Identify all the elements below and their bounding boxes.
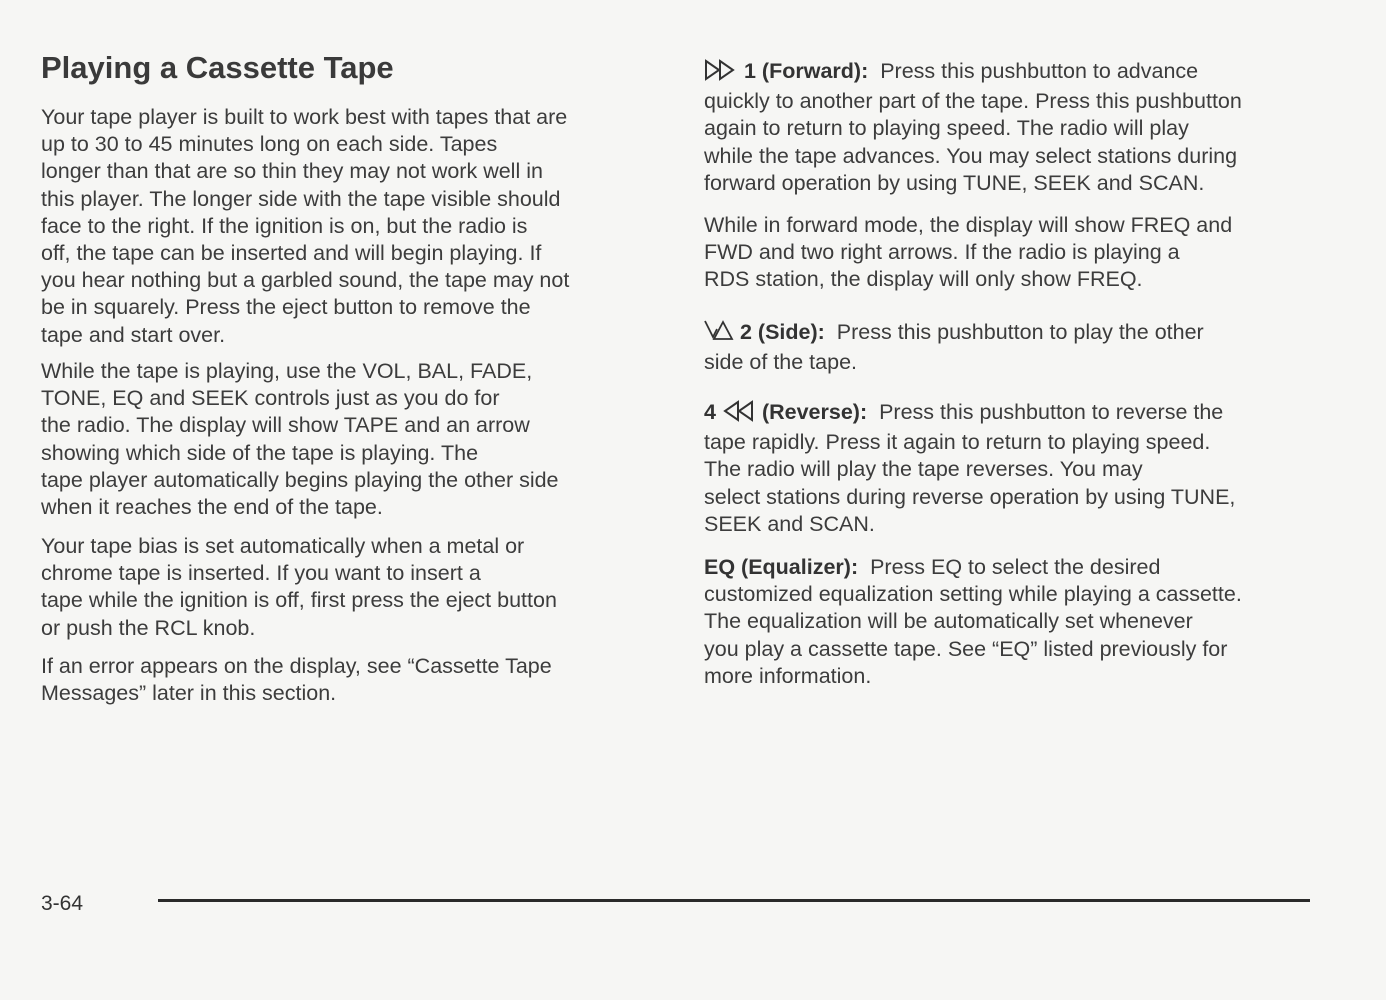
side-section — [704, 318, 1204, 376]
footer-divider — [158, 899, 1310, 902]
paragraph-line: RDS station, the display will only show FREQ. — [704, 267, 1143, 292]
paragraph-line: While the tape is playing, use the VOL, BAL, FADE, — [41, 359, 533, 383]
paragraph-line: Messages” later in this section. — [41, 681, 337, 706]
paragraph-line: tape and start over. — [41, 322, 226, 347]
eq-section — [704, 554, 1242, 690]
paragraph-line: you play a cassette tape. See “EQ” listed previously for — [704, 636, 1228, 661]
paragraph-line: If an error appears on the display, see “Cassette Tape — [41, 654, 552, 678]
paragraph-line: FWD and two right arrows. If the radio is playing a — [704, 240, 1180, 265]
paragraph-error — [41, 653, 552, 707]
tape-side-icon — [704, 318, 734, 349]
reverse-label: (Reverse): — [761, 400, 868, 424]
paragraph-line: showing which side of the tape is playing. The — [41, 440, 479, 465]
paragraph-line: quickly to another part of the tape. Press this pushbutton — [704, 89, 1242, 114]
reverse-number: 4 — [704, 400, 716, 424]
eq-first-line — [704, 554, 1242, 581]
paragraph-line: when it reaches the end of the tape. — [41, 495, 383, 520]
paragraph-line: tape rapidly. Press it again to return to playing speed. — [704, 430, 1211, 455]
paragraph-line: this player. The longer side with the tape visible should — [41, 186, 561, 211]
paragraph-line: face to the right. If the ignition is on, but the radio is — [41, 213, 528, 238]
forward-label: 1 (Forward): — [744, 59, 869, 83]
side-text: Press this pushbutton to play the other — [836, 320, 1204, 344]
forward-first-line — [704, 58, 1242, 88]
paragraph-line: chrome tape is inserted. If you want to insert a — [41, 561, 481, 586]
reverse-text: Press this pushbutton to reverse the — [879, 400, 1224, 424]
paragraph-intro — [41, 104, 569, 349]
forward-mode-paragraph — [704, 212, 1232, 294]
paragraph-line: forward operation by using TUNE, SEEK and SCAN. — [704, 170, 1205, 195]
paragraph-line: tape while the ignition is off, first press the eject button — [41, 588, 557, 613]
paragraph-line: while the tape advances. You may select stations during — [704, 143, 1238, 168]
paragraph-line: select stations during reverse operation by using TUNE, — [704, 484, 1236, 509]
reverse-first-line — [704, 399, 1235, 429]
paragraph-line: off, the tape can be inserted and will begin playing. If — [41, 241, 542, 266]
paragraph-line: or push the RCL knob. — [41, 615, 256, 640]
side-label: 2 (Side): — [740, 320, 825, 344]
paragraph-line: customized equalization setting while playing a cassette. — [704, 582, 1242, 607]
fast-forward-icon — [704, 59, 738, 88]
paragraph-line: Your tape bias is set automatically when a metal or — [41, 534, 525, 558]
reverse-section — [704, 399, 1235, 538]
forward-text: Press this pushbutton to advance — [880, 59, 1199, 83]
paragraph-line: SEEK and SCAN. — [704, 511, 875, 536]
paragraph-line: TONE, EQ and SEEK controls just as you do for — [41, 386, 500, 411]
eq-label: EQ (Equalizer): — [704, 555, 859, 579]
paragraph-line: Your tape player is built to work best with tapes that are — [41, 105, 568, 129]
page-title: Playing a Cassette Tape — [41, 50, 394, 85]
paragraph-line: While in forward mode, the display will show FREQ and — [704, 213, 1233, 237]
paragraph-controls — [41, 358, 559, 521]
paragraph-line: again to return to playing speed. The radio will play — [704, 116, 1189, 141]
side-first-line — [704, 318, 1204, 349]
forward-section — [704, 58, 1242, 197]
rewind-icon — [722, 400, 756, 429]
eq-text: Press EQ to select the desired — [870, 555, 1161, 579]
paragraph-line: be in squarely. Press the eject button to remove the — [41, 295, 531, 320]
paragraph-tape-bias — [41, 533, 557, 642]
paragraph-line: The equalization will be automatically set whenever — [704, 609, 1193, 634]
paragraph-line: up to 30 to 45 minutes long on each side. Tapes — [41, 132, 498, 157]
paragraph-line: you hear nothing but a garbled sound, the tape may not — [41, 268, 570, 293]
page-number: 3-64 — [41, 892, 84, 915]
paragraph-line: side of the tape. — [704, 350, 857, 375]
paragraph-line: tape player automatically begins playing the other side — [41, 467, 559, 492]
paragraph-line: The radio will play the tape reverses. You may — [704, 457, 1143, 482]
paragraph-line: more information. — [704, 663, 872, 688]
paragraph-line: longer than that are so thin they may not work well in — [41, 159, 543, 184]
paragraph-line: the radio. The display will show TAPE and an arrow — [41, 413, 530, 438]
